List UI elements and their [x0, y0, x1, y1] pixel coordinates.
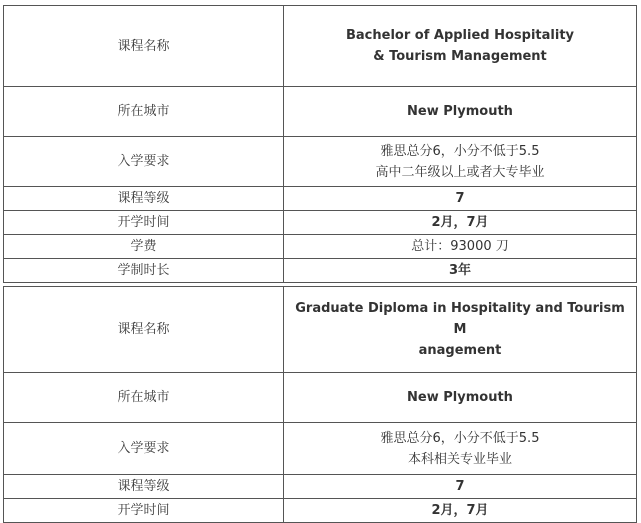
row-level: [4, 187, 637, 211]
row-intake: [4, 211, 637, 235]
row-fee: [4, 235, 637, 259]
city-label: 所在城市: [4, 373, 284, 423]
entry-line-1: 雅思总分6，小分不低于5.5: [380, 430, 540, 446]
row-duration: [4, 259, 637, 283]
course-name-line-2: & Tourism Management: [373, 49, 547, 64]
entry-line-1: 雅思总分6，小分不低于5.5: [380, 143, 540, 159]
fee-value: 总计：93000 刀: [284, 235, 637, 259]
fee-label: 学费: [4, 235, 284, 259]
program-table-2: [3, 286, 637, 523]
duration-label: 学制时长: [4, 259, 284, 283]
level-value: 7: [284, 187, 637, 211]
course-name-label: 课程名称: [4, 6, 284, 87]
duration-value: 3年: [284, 259, 637, 283]
intake-label: 开学时间: [4, 499, 284, 523]
level-label: 课程等级: [4, 187, 284, 211]
course-name-line-1: Bachelor of Applied Hospitality: [345, 28, 575, 43]
city-value: New Plymouth: [284, 373, 637, 423]
course-name-value: [284, 287, 637, 373]
entry-label: 入学要求: [4, 423, 284, 475]
course-name-value: [284, 6, 637, 87]
entry-value: [284, 423, 637, 475]
course-name-line-2: anagement: [418, 343, 502, 358]
row-intake: [4, 499, 637, 523]
city-value: New Plymouth: [284, 87, 637, 137]
intake-value: 2月，7月: [284, 499, 637, 523]
row-city: [4, 373, 637, 423]
row-city: [4, 87, 637, 137]
level-value: 7: [284, 475, 637, 499]
course-name-line-1: Graduate Diploma in Hospitality and Tourism M: [295, 301, 625, 337]
program-table-1: [3, 5, 637, 283]
entry-value: [284, 137, 637, 187]
row-entry: [4, 137, 637, 187]
entry-line-2: 高中二年级以上或者大专毕业: [375, 164, 545, 180]
row-entry: [4, 423, 637, 475]
row-course-name: [4, 287, 637, 373]
intake-value: 2月，7月: [284, 211, 637, 235]
city-label: 所在城市: [4, 87, 284, 137]
level-label: 课程等级: [4, 475, 284, 499]
row-level: [4, 475, 637, 499]
course-name-label: 课程名称: [4, 287, 284, 373]
entry-line-2: 本科相关专业毕业: [407, 451, 512, 467]
row-course-name: [4, 6, 637, 87]
entry-label: 入学要求: [4, 137, 284, 187]
intake-label: 开学时间: [4, 211, 284, 235]
